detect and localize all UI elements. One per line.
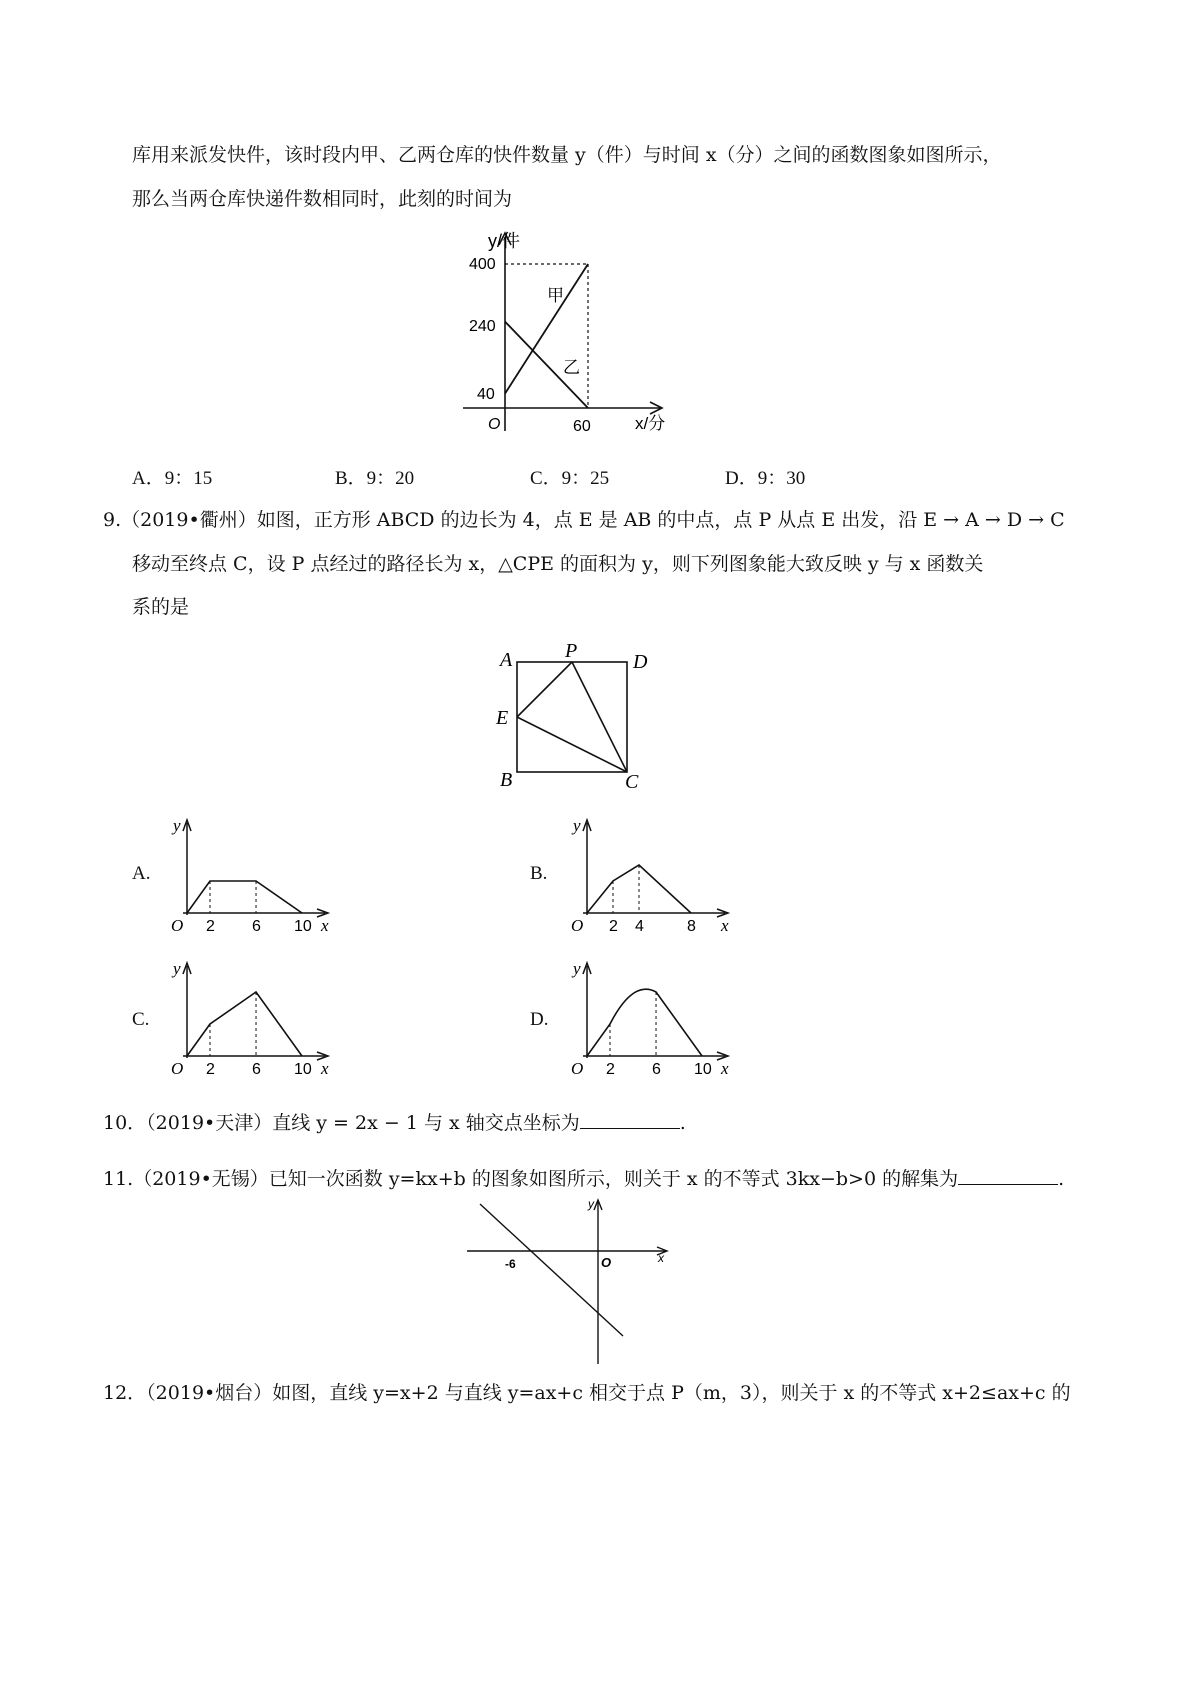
q8-origin: O bbox=[488, 416, 501, 433]
q8-tick-240: 240 bbox=[469, 318, 496, 335]
q11-tick-neg6: -6 bbox=[505, 1257, 516, 1271]
y-label: y bbox=[573, 816, 581, 835]
q8-series-jia: 甲 bbox=[547, 286, 564, 305]
q8-tick-40: 40 bbox=[477, 386, 495, 403]
q11-question: 11.（2019•无锡）已知一次函数 y=kx+b 的图象如图所示，则关于 x 的不等式 3kx−b>0 的解集为 bbox=[103, 1168, 959, 1190]
x-tick-10: 10 bbox=[294, 1061, 312, 1078]
x-tick-8: 8 bbox=[687, 918, 696, 935]
q12-text: 12．（2019•烟台）如图，直线 y=x+2 与直线 y=ax+c 相交于点 P（m，3），则关于 x 的不等式 x+2≤ax+c 的 bbox=[103, 1382, 1071, 1404]
y-label: y bbox=[173, 959, 181, 978]
q9-option-c-letter: C. bbox=[132, 1009, 150, 1030]
q9-text-line1: 9.（2019•衢州）如图，正方形 ABCD 的边长为 4，点 E 是 AB 的中点，点 P 从点 E 出发，沿 E → A → D → C bbox=[103, 509, 1065, 531]
function-curve bbox=[187, 881, 302, 913]
x-tick-2: 2 bbox=[606, 1061, 615, 1078]
q10-answer-blank[interactable] bbox=[580, 1110, 680, 1129]
q9-label-c: C bbox=[625, 771, 639, 793]
x-label: x bbox=[721, 1059, 729, 1078]
q8-tick-400: 400 bbox=[469, 256, 496, 273]
y-label: y bbox=[573, 959, 581, 978]
x-tick-2: 2 bbox=[206, 918, 215, 935]
q9-square bbox=[517, 662, 627, 772]
q11-period: . bbox=[1058, 1168, 1065, 1190]
q8-series-yi: 乙 bbox=[563, 358, 580, 377]
x-label: x bbox=[721, 916, 729, 935]
q11-graph bbox=[465, 1196, 680, 1371]
q8-graph bbox=[455, 225, 685, 440]
q11-origin: O bbox=[601, 1255, 612, 1270]
q9-text-line3: 系的是 bbox=[132, 596, 190, 618]
x-tick-2: 2 bbox=[609, 918, 618, 935]
q9-segment-pc bbox=[572, 662, 627, 772]
x-label: x bbox=[321, 916, 329, 935]
q9-option-b-graph bbox=[565, 815, 735, 940]
function-curve bbox=[587, 989, 702, 1056]
q9-option-a-letter: A. bbox=[132, 863, 151, 884]
q9-label-b: B bbox=[500, 769, 513, 791]
q9-segment-ep bbox=[517, 662, 572, 717]
origin-label: O bbox=[571, 916, 584, 935]
q8-option-b: B．9：20 bbox=[335, 468, 415, 489]
q8-text-line1: 库用来派发快件，该时段内甲、乙两仓库的快件数量 y（件）与时间 x（分）之间的函数图象如图所示， bbox=[132, 144, 1002, 166]
q11-text bbox=[103, 1166, 1064, 1192]
q11-y-label: y bbox=[588, 1197, 594, 1211]
x-tick-2: 2 bbox=[206, 1061, 215, 1078]
x-tick-6: 6 bbox=[252, 918, 261, 935]
origin-label: O bbox=[571, 1059, 584, 1078]
q9-segment-ec bbox=[517, 717, 627, 772]
q9-square-figure bbox=[490, 640, 660, 793]
q9-option-a-graph bbox=[165, 815, 335, 940]
q8-option-c: C．9：25 bbox=[530, 468, 610, 489]
x-tick-6: 6 bbox=[252, 1061, 261, 1078]
q9-option-d-letter: D. bbox=[530, 1009, 549, 1030]
origin-label: O bbox=[171, 916, 184, 935]
q9-option-b-letter: B. bbox=[530, 863, 548, 884]
q8-tick-60: 60 bbox=[573, 418, 591, 435]
q9-option-c-graph bbox=[165, 958, 335, 1083]
function-curve bbox=[187, 992, 302, 1056]
q10-text bbox=[103, 1110, 686, 1136]
y-label: y bbox=[173, 816, 181, 835]
q10-question: 10．（2019•天津）直线 y = 2x − 1 与 x 轴交点坐标为 bbox=[103, 1112, 580, 1134]
q9-option-d-graph bbox=[565, 958, 735, 1083]
q9-label-a: A bbox=[500, 649, 513, 671]
q11-x-label: x bbox=[658, 1251, 664, 1265]
q9-label-e: E bbox=[496, 707, 509, 729]
q8-y-label: y/件 bbox=[488, 231, 521, 251]
x-tick-6: 6 bbox=[652, 1061, 661, 1078]
q9-label-d: D bbox=[633, 651, 648, 673]
x-tick-10: 10 bbox=[294, 918, 312, 935]
x-tick-10: 10 bbox=[694, 1061, 712, 1078]
q9-text-line2: 移动至终点 C，设 P 点经过的路径长为 x，△CPE 的面积为 y，则下列图象能大致反映 y 与 x 函数关 bbox=[132, 553, 984, 575]
q8-option-a: A．9：15 bbox=[132, 468, 213, 489]
q9-label-p: P bbox=[565, 640, 578, 662]
origin-label: O bbox=[171, 1059, 184, 1078]
x-tick-4: 4 bbox=[635, 918, 644, 935]
q10-period: . bbox=[679, 1112, 686, 1134]
q8-option-d: D．9：30 bbox=[725, 468, 806, 489]
q11-line-kx-b bbox=[480, 1204, 623, 1336]
q8-text-line2: 那么当两仓库快递件数相同时，此刻的时间为 bbox=[132, 188, 513, 210]
q11-answer-blank[interactable] bbox=[958, 1166, 1058, 1185]
q8-x-label: x/分 bbox=[635, 414, 666, 433]
x-label: x bbox=[321, 1059, 329, 1078]
